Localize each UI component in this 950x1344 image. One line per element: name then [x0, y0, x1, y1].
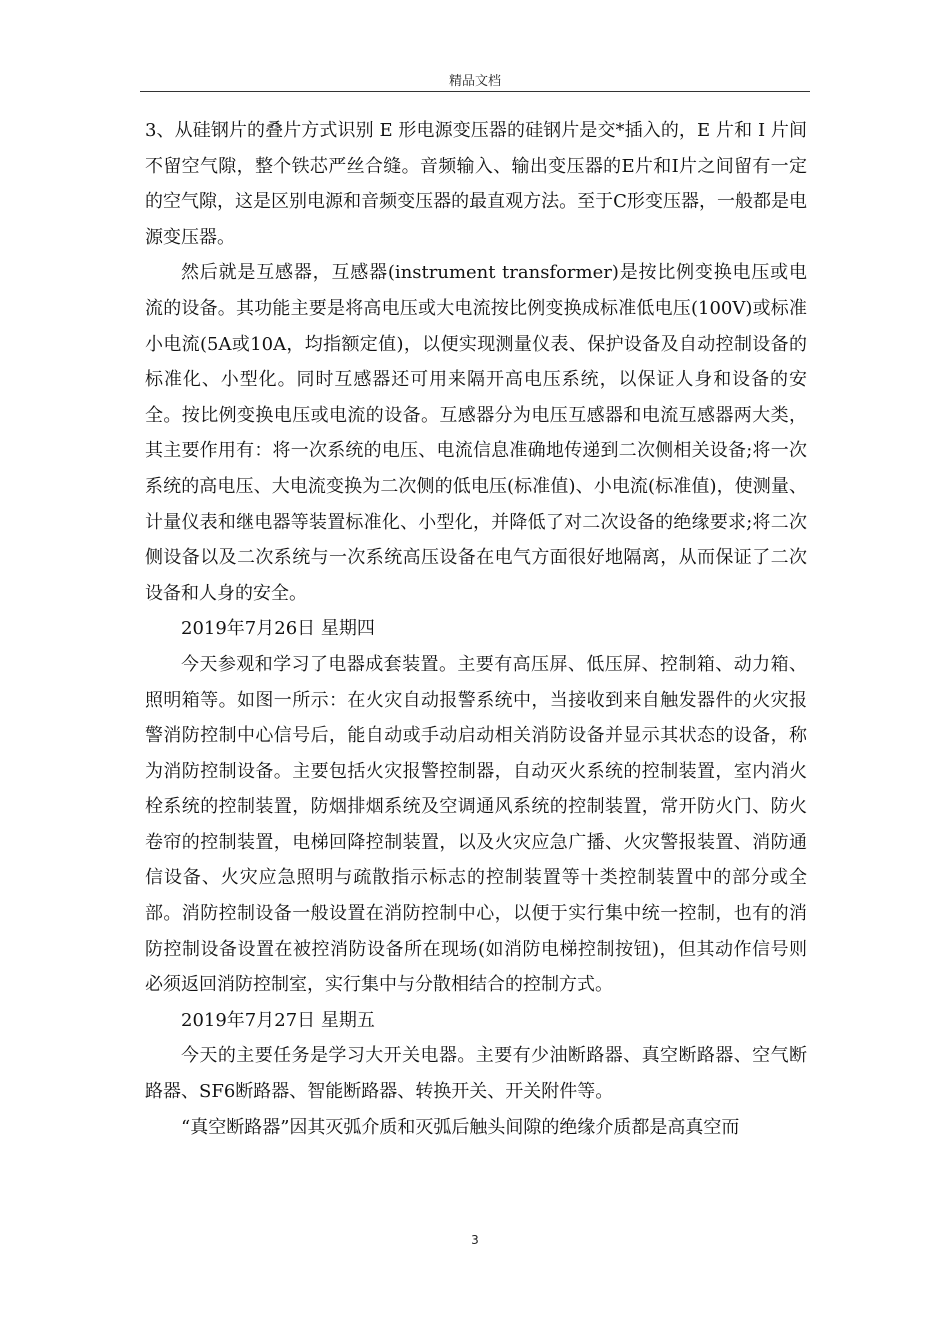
paragraph-switch-apparatus: 今天的主要任务是学习大开关电器。主要有少油断路器、真空断路器、空气断路器、SF6断路器、智能断路器、转换开关、开关附件等。: [145, 1045, 807, 1103]
paragraph-vacuum-breaker: “真空断路器”因其灭弧介质和灭弧后触头间隙的绝缘介质都是高真空而: [181, 1116, 740, 1138]
paragraph-instrument-transformer: 然后就是互感器，互感器(instrument transformer)是按比例变换电压或电流的设备。其功能主要是将高电压或大电流按比例变换成标准低电压(100V)或标准小电流(5A或10A，均指额定值)，以便实现测量仪表、保护设备及自动控制设备的标准化、小型化。同时互感器还可用来隔开高电压系统，以保证人身和设备的安全。按比例变换电压或电流的设备。互感器分为电压互感器和电流互感器两大类，其主要作用有：将一次系统的电压、电流信息准确地传递到二次侧相关设备;将一次系统的高电压、大电流变换为二次侧的低电压(标准值)、小电流(标准值)，使测量、计量仪表和继电器等装置标准化、小型化，并降低了对二次设备的绝缘要求;将二次侧设备以及二次系统与一次系统高压设备在电气方面很好地隔离，从而保证了二次设备和人身的安全。: [145, 262, 807, 604]
date-heading-july-26: 2019年7月26日 星期四: [181, 618, 375, 640]
paragraph-fire-control-equipment: 今天参观和学习了电器成套装置。主要有高压屏、低压屏、控制箱、动力箱、照明箱等。如图一所示：在火灾自动报警系统中，当接收到来自触发器件的火灾报警消防控制中心信号后，能自动或手动启动相关消防设备并显示其状态的设备，称为消防控制设备。主要包括火灾报警控制器，自动灭火系统的控制装置，室内消火栓系统的控制装置，防烟排烟系统及空调通风系统的控制装置，常开防火门、防火卷帘的控制装置，电梯回降控制装置，以及火灾应急广播、火灾警报装置、消防通信设备、火灾应急照明与疏散指示标志的控制装置等十类控制装置中的部分或全部。消防控制设备一般设置在消防控制中心，以便于实行集中统一控制，也有的消防控制设备设置在被控消防设备所在现场(如消防电梯控制按钮)，但其动作信号则必须返回消防控制室，实行集中与分散相结合的控制方式。: [145, 653, 807, 996]
date-heading-july-27: 2019年7月27日 星期五: [181, 1009, 375, 1031]
header-divider: [140, 91, 810, 92]
paragraph-transformer-identification: 3、从硅钢片的叠片方式识别 E 形电源变压器的硅钢片是交*插入的，E 片和 I 片间不留空气隙，整个铁芯严丝合缝。音频输入、输出变压器的E片和I片之间留有一定的空气隙，这是区别电源和音频变压器的最直观方法。至于C形变压器，一般都是电源变压器。: [145, 120, 807, 248]
page-number: 3: [471, 1233, 479, 1247]
page-header: 精品文档: [448, 74, 501, 89]
document-body: [145, 113, 807, 1145]
